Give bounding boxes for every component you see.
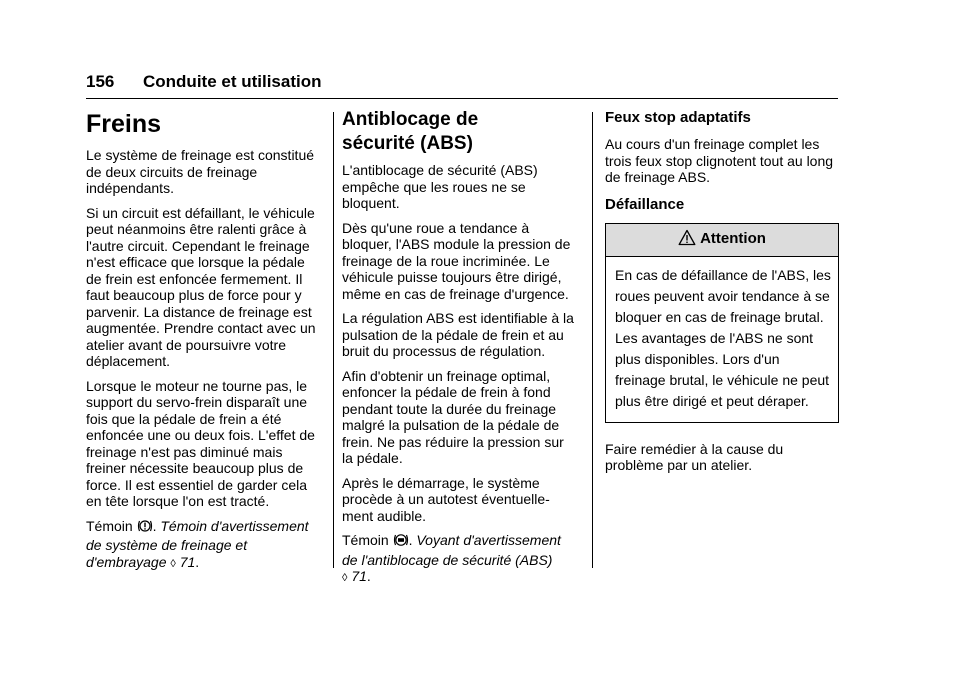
temoin-reference-text[interactable]: Voyant d'avertissement de l'antiblocage de sécurité (ABS) xyxy=(342,532,561,568)
section-title: Conduite et utilisation xyxy=(143,72,322,91)
temoin-label: Témoin xyxy=(86,517,133,534)
header-rule xyxy=(86,98,838,99)
paragraph: Lorsque le moteur ne tourne pas, le support du servo-frein disparaît une fois que la pédale de frein a été enfoncée une ou deux fois. L'effet de freinage n'est pas diminué mais freiner nécessite beaucoup plus de force. Il est essentiel de garder cela en tête lorsque l'on est tracté. xyxy=(86,377,315,509)
column-divider xyxy=(333,112,334,568)
heading-abs xyxy=(342,108,578,156)
page-header xyxy=(86,72,838,98)
heading-abs-line1: Antiblocage de xyxy=(342,109,479,130)
warning-triangle-icon xyxy=(678,229,700,251)
temoin-label: Témoin xyxy=(342,532,389,548)
abs-warning-icon xyxy=(393,532,409,552)
paragraph: Si un circuit est défaillant, le véhicule peut néanmoins être ralenti grâce à l'autre circuit. Cependant le freinage n'est efficace que lorsque la pédale de frein est enfoncée fermement. Il faut beaucoup plus de force pour y parvenir. La distance de freinage est augmentée. Prendre contact avec un atelier avant de poursuivre votre déplacement. xyxy=(86,204,316,369)
attention-box xyxy=(605,223,839,423)
temoin-reference: Témoin . Témoin d'avertissement de système de freinage et d'embrayage ◊ 71. xyxy=(86,517,309,570)
paragraph: Afin d'obtenir un freinage optimal, enfoncer la pédale de frein à fond pendant toute la durée du freinage malgré la pulsation de la pédale de frein. Ne pas réduire la pression sur la pédale. xyxy=(342,367,564,466)
column-feux-stop xyxy=(605,108,841,482)
temoin-reference-text[interactable]: Témoin d'avertissement de système de freinage et d'embrayage xyxy=(86,517,309,570)
paragraph: L'antiblocage de sécurité (ABS) empêche que les roues ne se bloquent. xyxy=(342,162,538,211)
attention-header xyxy=(606,224,838,257)
heading-feux-stop: Feux stop adaptatifs xyxy=(605,109,751,126)
page-reference-arrow-icon: ◊ xyxy=(342,572,348,584)
page-reference-number[interactable]: 71 xyxy=(351,568,367,584)
heading-abs-line2: sécurité (ABS) xyxy=(342,133,473,154)
heading-freins: Freins xyxy=(86,110,162,138)
heading-defaillance: Défaillance xyxy=(605,195,685,213)
paragraph: Faire remédier à la cause du problème par un atelier. xyxy=(605,440,784,473)
attention-text: En cas de défaillance de l'ABS, les roues peuvent avoir tendance à se bloquer en cas de freinage brutal. Les avantages de l'ABS ne sont plus disponibles. Lors d'un freinage brutal, le véhicule ne peut plus être dirigé et peut déraper. xyxy=(615,266,831,409)
page-number: 156 xyxy=(86,72,115,91)
temoin-reference: Témoin . Voyant d'avertissement de l'antiblocage de sécurité (ABS) ◊ 71. xyxy=(342,532,561,584)
attention-title: Attention xyxy=(700,230,766,248)
paragraph: Dès qu'une roue a tendance à bloquer, l'ABS module la pression de freinage de la roue incriminée. Le véhicule puisse toujours être dirigé, même en cas de freinage d'urgence. xyxy=(342,219,571,302)
column-divider xyxy=(592,112,593,568)
page-reference-arrow-icon: ◊ xyxy=(170,557,176,570)
brake-warning-icon xyxy=(137,518,153,538)
paragraph: Le système de freinage est constitué de deux circuits de freinage indépendants. xyxy=(86,147,315,196)
column-abs xyxy=(342,108,578,595)
column-freins xyxy=(86,108,322,580)
paragraph: Au cours d'un freinage complet les trois feux stop clignotent tout au long de freinage ABS. xyxy=(605,136,834,185)
paragraph: Après le démarrage, le système procède à un autotest éventuelle-ment audible. xyxy=(342,474,550,524)
page-reference-number[interactable]: 71 xyxy=(179,553,196,570)
paragraph: La régulation ABS est identifiable à la pulsation de la pédale de frein et au bruit du processus de régulation. xyxy=(342,310,574,359)
